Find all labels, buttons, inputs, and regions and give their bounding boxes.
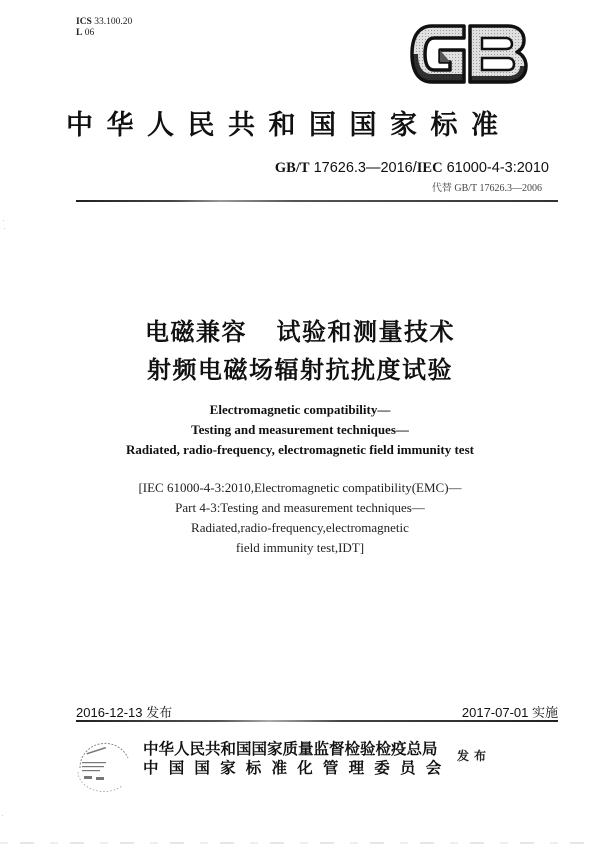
replaces-note: 代替 GB/T 17626.3—2006 xyxy=(431,183,542,194)
iec-number: 61000-4-3:2010 xyxy=(442,160,549,176)
title-cn-line1: 电磁兼容 试验和测量技术 xyxy=(144,318,456,346)
issuer-aqsiq: 中华人民共和国国家质量监督检验检疫总局 xyxy=(143,739,438,758)
title-en-line1: Electromagnetic compatibility— xyxy=(209,402,391,417)
title-en-line3: Radiated, radio-frequency, electromagnetic field immunity test xyxy=(126,442,474,457)
footer-divider xyxy=(76,720,558,722)
header-divider xyxy=(76,200,558,202)
implementation-date: 2017-07-01 实施 xyxy=(461,705,558,720)
ics-code xyxy=(76,17,132,28)
gb-prefix: GB/T xyxy=(274,160,310,176)
issuer-sac: 中国国家标准化管理委员会 xyxy=(143,758,452,777)
official-seal-icon xyxy=(72,738,134,794)
scan-speck xyxy=(4,228,5,229)
classification-codes xyxy=(76,17,132,39)
ccs-value: 06 xyxy=(84,28,95,38)
iec-equivalence-line1: [IEC 61000-4-3:2010,Electromagnetic compatibility(EMC)— xyxy=(138,480,462,495)
iec-equivalence-line2: Part 4-3:Testing and measurement techniques— xyxy=(175,500,425,515)
title-cn-line2: 射频电磁场辐射抗扰度试验 xyxy=(147,356,453,384)
iec-equivalence-line3: Radiated,radio-frequency,electromagnetic xyxy=(191,520,409,535)
issue-date: 2016-12-13 发布 xyxy=(76,705,173,720)
standard-number xyxy=(275,160,549,177)
iec-prefix: IEC xyxy=(416,160,443,176)
scan-edge-noise xyxy=(0,842,600,844)
publish-label: 发布 xyxy=(457,749,492,763)
ccs-label: L xyxy=(76,28,83,38)
scan-speck xyxy=(3,220,4,221)
title-en-line2: Testing and measurement techniques— xyxy=(191,422,409,437)
ccs-code xyxy=(76,28,132,39)
gb-number: 17626.3—2016/ xyxy=(309,160,417,176)
ics-label: ICS xyxy=(76,17,92,27)
ics-value: 33.100.20 xyxy=(94,17,133,27)
gb-logo-icon xyxy=(410,24,528,84)
national-standard-title: 中华人民共和国国家标准 xyxy=(66,110,512,141)
iec-equivalence-line4: field immunity test,IDT] xyxy=(235,540,365,555)
scan-speck xyxy=(2,815,3,816)
